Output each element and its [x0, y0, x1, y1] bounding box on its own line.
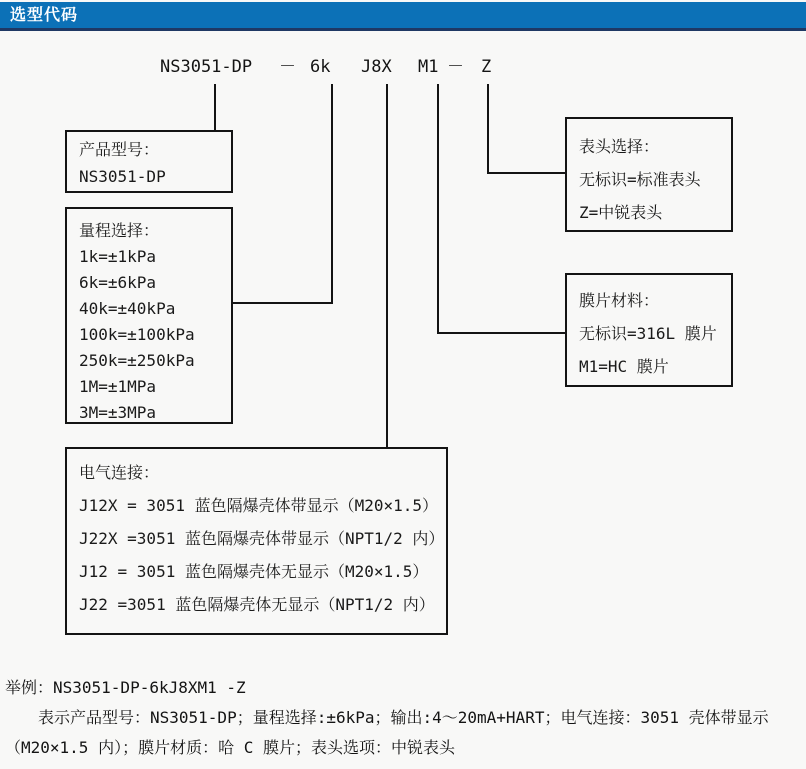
code-segment-dash2: －	[447, 57, 464, 77]
range-item: 1M=±1MPa	[79, 377, 157, 396]
display-head-item: Z=中锐表头	[579, 203, 663, 222]
connector-display-horizontal	[487, 172, 565, 174]
electrical-connection-box	[65, 447, 448, 635]
product-model-box	[65, 130, 233, 193]
code-segment-electrical: J8X	[361, 57, 392, 77]
range-item: 250k=±250kPa	[79, 351, 195, 370]
example-block	[5, 673, 769, 763]
connector-diaphragm-vertical	[437, 84, 439, 334]
range-item: 40k=±40kPa	[79, 299, 176, 318]
diaphragm-item: 无标识=316L 膜片	[579, 324, 717, 343]
range-item: 6k=±6kPa	[79, 273, 157, 292]
product-model-title: 产品型号：	[79, 140, 160, 159]
range-selection-box	[65, 207, 233, 424]
range-item: 100k=±100kPa	[79, 325, 195, 344]
connector-range-vertical	[331, 84, 333, 304]
display-head-box	[565, 117, 733, 232]
display-head-item: 无标识=标准表头	[579, 170, 701, 189]
range-item: 3M=±3MPa	[79, 403, 157, 422]
example-line-1: 举例：NS3051-DP-6kJ8XM1 -Z	[5, 678, 246, 697]
diaphragm-item: M1=HC 膜片	[579, 357, 669, 376]
range-title: 量程选择：	[79, 221, 160, 240]
diaphragm-material-box	[565, 273, 733, 387]
code-segment-diaphragm: M1	[418, 57, 439, 77]
section-title: 选型代码	[10, 5, 79, 24]
code-segment-dash1: －	[279, 57, 296, 77]
electrical-title: 电气连接：	[79, 463, 160, 482]
product-model-value: NS3051-DP	[79, 167, 166, 186]
connector-range-horizontal	[233, 302, 333, 304]
connector-electrical-vertical	[386, 84, 388, 447]
code-segment-range: 6k	[310, 57, 331, 77]
electrical-item: J12X = 3051 蓝色隔爆壳体带显示（M20×1.5）	[79, 496, 439, 515]
connector-display-vertical	[487, 84, 489, 174]
display-head-title: 表头选择：	[579, 137, 660, 156]
electrical-item: J22X =3051 蓝色隔爆壳体带显示（NPT1/2 内）	[79, 529, 445, 548]
section-header-bar	[0, 2, 806, 31]
range-item: 1k=±1kPa	[79, 247, 157, 266]
connector-model-vertical	[214, 84, 216, 130]
diaphragm-title: 膜片材料：	[579, 291, 660, 310]
connector-diaphragm-horizontal	[437, 332, 565, 334]
code-segment-model: NS3051-DP	[160, 57, 253, 77]
code-segment-display: Z	[481, 57, 492, 77]
example-line-3: （M20×1.5 内）；膜片材质：哈 C 膜片；表头选项：中锐表头	[5, 738, 455, 757]
example-line-2: 表示产品型号：NS3051-DP；量程选择:±6kPa；输出:4～20mA+HART；电气连接：3051 壳体带显示	[38, 708, 769, 727]
electrical-item: J12 = 3051 蓝色隔爆壳体无显示（M20×1.5）	[79, 562, 429, 581]
electrical-item: J22 =3051 蓝色隔爆壳体无显示（NPT1/2 内）	[79, 595, 435, 614]
